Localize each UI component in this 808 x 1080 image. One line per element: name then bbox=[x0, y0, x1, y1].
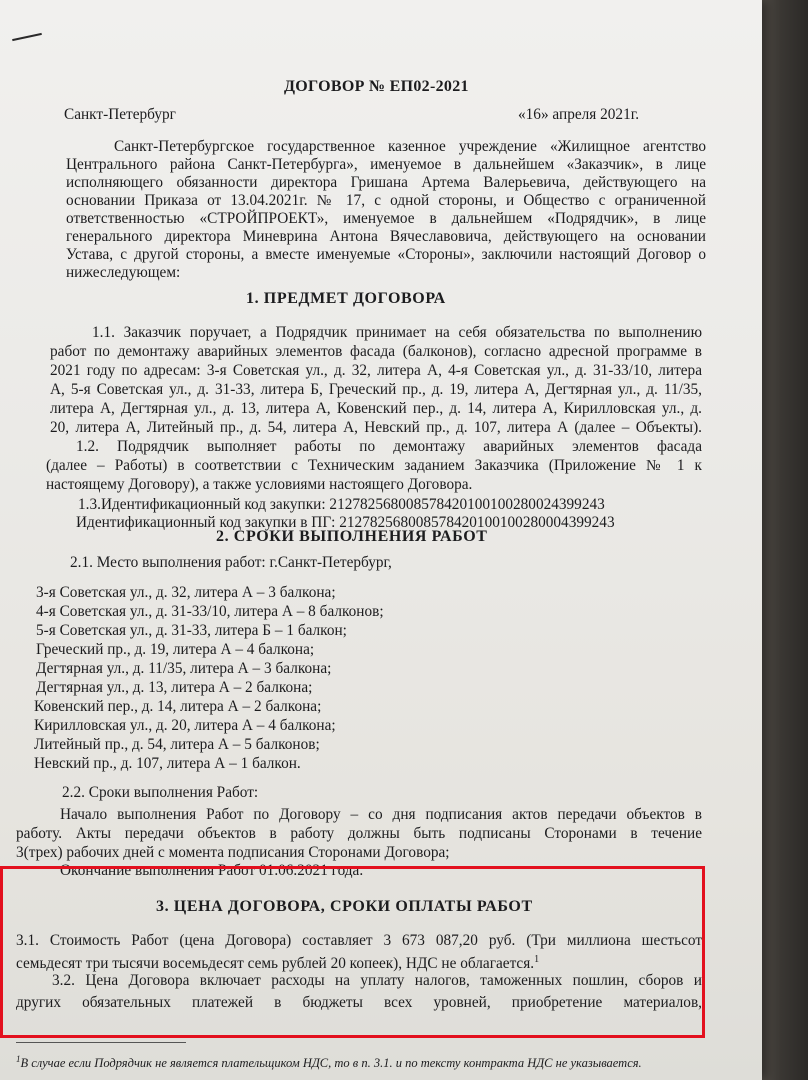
section3-line: семьдесят три тысячи восемьдесят семь рублей 20 копеек), НДС не облагается.$^1$ bbox=[16, 954, 540, 973]
section1-line: 2021 году по адресам: 3-я Советская ул., д. 32, литера А, 4-я Советская ул., д. 31-33/10, литера bbox=[50, 362, 702, 379]
terms-line: работу. Акты передачи объектов в работу должны быть подписаны Сторонами в течение bbox=[16, 825, 702, 842]
section1-line: 20, литера А, Литейный пр., д. 54, литера А, Невский пр., д. 107, литера А (далее – Объекты). bbox=[50, 419, 702, 436]
section1-line: работ по демонтажу аварийных элементов фасада (балконов), согласно адресной программе в bbox=[50, 343, 702, 360]
contract-title: ДОГОВОР № ЕП02-2021 bbox=[284, 78, 469, 95]
terms-line: Окончание выполнения Работ 01.06.2021 года. bbox=[60, 862, 364, 879]
preamble-line: Устава, с другой стороны, а вместе именуемые «Стороны», заключили настоящий Договор о bbox=[66, 246, 706, 263]
preamble-line: нижеследующем: bbox=[66, 264, 181, 281]
address-item: 5-я Советская ул., д. 31-33, литера Б – 1 балкон; bbox=[36, 622, 347, 639]
address-item: 3-я Советская ул., д. 32, литера А – 3 балкона; bbox=[36, 584, 336, 601]
terms-line: Начало выполнения Работ по Договору – со дня подписания актов передачи объектов в bbox=[60, 806, 702, 823]
footnote-reference: 1 bbox=[534, 954, 540, 965]
pen-mark bbox=[12, 33, 42, 41]
red-highlight-frame bbox=[0, 866, 705, 1038]
section1-line: настоящему Договору), а также условиями настоящего Договора. bbox=[46, 476, 473, 493]
procurement-code-pg: Идентификационный код закупки в ПГ: 212782568008578420100100280004399243 bbox=[76, 514, 615, 531]
footnote: $^1$В случае если Подрядчик не является плательщиком НДС, то в п. 3.1. и по тексту контракта НДС не указывается. bbox=[16, 1054, 642, 1071]
place-label: 2.1. Место выполнения работ: г.Санкт-Петербург, bbox=[70, 554, 392, 571]
section1-line: 1.1. Заказчик поручает, а Подрядчик принимает на себя обязательства по выполнению bbox=[92, 324, 702, 341]
section3-line: других обязательных платежей в бюджеты всех уровней, приобретение материалов, bbox=[16, 994, 702, 1011]
preamble-line: генерального директора Миневрина Антона Вячеславовича, действующего на основании bbox=[66, 228, 706, 245]
address-item: Литейный пр., д. 54, литера А – 5 балконов; bbox=[34, 736, 320, 753]
address-item: Невский пр., д. 107, литера А – 1 балкон. bbox=[34, 755, 301, 772]
section1-line: А, 5-я Советская ул., д. 31-33, литера Б, Греческий пр., д. 19, литера А, Дегтярная ул., д. 11/35, bbox=[50, 381, 702, 398]
address-item: Дегтярная ул., д. 11/35, литера А – 3 балкона; bbox=[36, 660, 332, 677]
preamble-line: Центрального района Санкт-Петербурга», именуемое в дальнейшем «Заказчик», в лице bbox=[66, 156, 706, 173]
section3-line: 3.1. Стоимость Работ (цена Договора) составляет 3 673 087,20 руб. (Три миллиона шестьсот bbox=[16, 932, 702, 949]
section1-line: (далее – Работы) в соответствии с Техническим заданием Заказчика (Приложение № 1 к bbox=[46, 457, 702, 474]
address-item: Дегтярная ул., д. 13, литера А – 2 балкона; bbox=[36, 679, 313, 696]
terms-line: 3(трех) рабочих дней с момента подписания Сторонами Договора; bbox=[16, 844, 450, 861]
address-item: Греческий пр., д. 19, литера А – 4 балкона; bbox=[36, 641, 315, 658]
footnote-marker: 1 bbox=[16, 1054, 21, 1064]
contract-city: Санкт-Петербург bbox=[64, 106, 176, 123]
contract-date: «16» апреля 2021г. bbox=[518, 106, 640, 123]
preamble-line: основании Приказа от 13.04.2021г. № 17, с одной стороны, и Общество с ограниченной bbox=[66, 192, 706, 209]
address-item: 4-я Советская ул., д. 31-33/10, литера А – 8 балконов; bbox=[36, 603, 384, 620]
preamble-line: Санкт-Петербургское государственное казенное учреждение «Жилищное агентство bbox=[114, 138, 706, 155]
address-item: Кирилловская ул., д. 20, литера А – 4 балкона; bbox=[34, 717, 336, 734]
preamble-line: исполняющего обязанности директора Гришана Артема Валерьевича, действующего на bbox=[66, 174, 706, 191]
preamble-line: ответственностью «СТРОЙПРОЕКТ», именуемое в дальнейшем «Подрядчик», в лице bbox=[66, 210, 706, 227]
section1-line: литера А, Дегтярная ул., д. 13, литера А, Ковенский пер., д. 14, литера А, Кирилловская ул., д. bbox=[50, 400, 702, 417]
section3-heading: 3. ЦЕНА ДОГОВОРА, СРОКИ ОПЛАТЫ РАБОТ bbox=[156, 898, 533, 915]
section1-heading: 1. ПРЕДМЕТ ДОГОВОРА bbox=[246, 290, 446, 307]
address-item: Ковенский пер., д. 14, литера А – 2 балкона; bbox=[34, 698, 322, 715]
footnote-divider bbox=[16, 1042, 186, 1043]
section3-line: 3.2. Цена Договора включает расходы на уплату налогов, таможенных пошлин, сборов и bbox=[52, 972, 702, 989]
section2-heading: 2. СРОКИ ВЫПОЛНЕНИЯ РАБОТ bbox=[216, 528, 488, 545]
procurement-code: 1.3.Идентификационный код закупки: 212782568008578420100100280024399243 bbox=[78, 496, 605, 513]
terms-label: 2.2. Сроки выполнения Работ: bbox=[62, 784, 259, 801]
section1-line: 1.2. Подрядчик выполняет работы по демонтажу аварийных элементов фасада bbox=[76, 438, 702, 455]
